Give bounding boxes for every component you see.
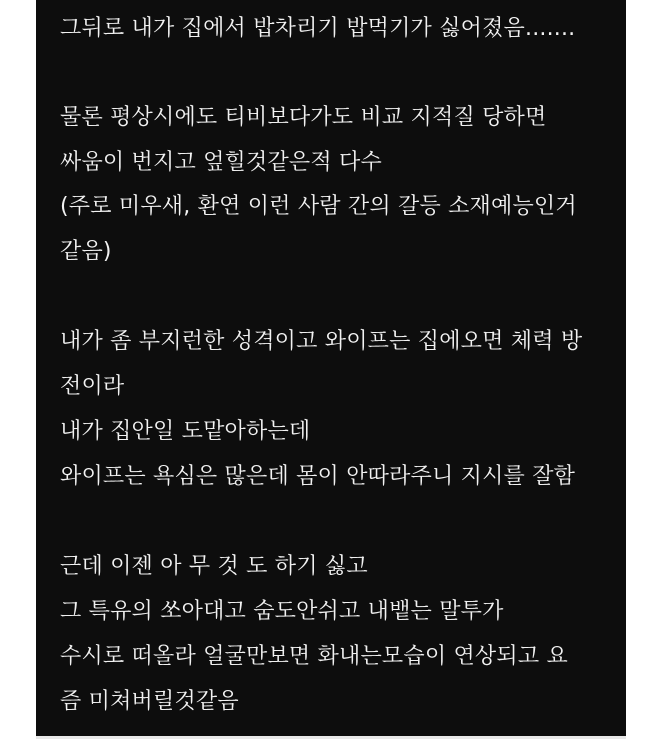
- text-line-9: 와이프는 욕심은 많은데 몸이 안따라주니 지시를 잘함: [60, 464, 576, 489]
- text-line-11: 그 특유의 쏘아대고 숨도안쉬고 내뱉는 말투가: [60, 599, 504, 624]
- text-line-12: 수시로 떠올라 얼굴만보면 화내는모습이 연상되고 요: [60, 644, 568, 669]
- text-line-2: 물론 평상시에도 티비보다가도 비교 지적질 당하면: [60, 105, 547, 130]
- text-line-13: 즘 미쳐버릴것같음: [60, 689, 239, 714]
- text-line-4: (주로 미우새, 환연 이런 사람 간의 갈등 소재예능인거: [60, 194, 577, 219]
- text-line-10: 근데 이젠 아 무 것 도 하기 싫고: [60, 554, 368, 579]
- text-line-1: 그뒤로 내가 집에서 밥차리기 밥먹기가 싫어졌음.......: [60, 16, 576, 41]
- text-line-8: 내가 집안일 도맡아하는데: [60, 419, 311, 444]
- text-line-3: 싸움이 번지고 엎힐것같은적 다수: [60, 150, 382, 175]
- text-line-6: 내가 좀 부지런한 성격이고 와이프는 집에오면 체력 방: [60, 329, 583, 354]
- text-line-7: 전이라: [60, 374, 125, 399]
- text-line-5: 같음): [60, 239, 112, 264]
